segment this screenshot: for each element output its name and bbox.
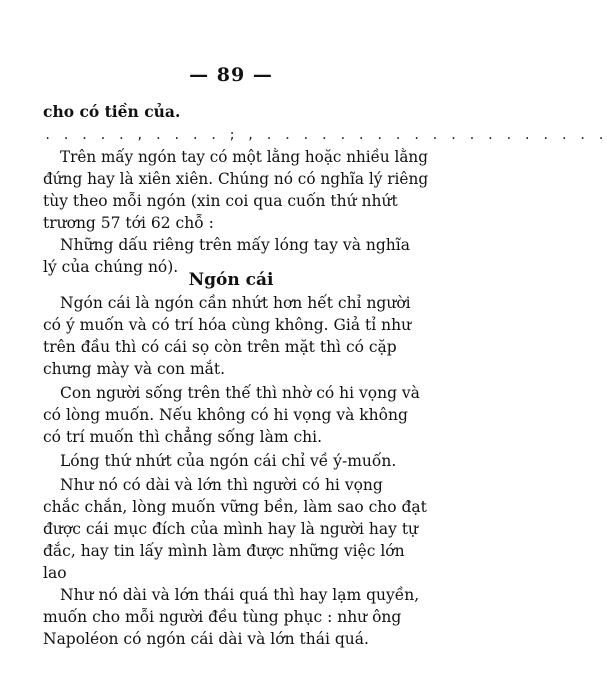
text-line: có trí muốn thì chẳng sống làm chi. xyxy=(43,428,323,446)
section-heading: Ngón cái xyxy=(188,270,274,290)
text-line: lý của chúng nó). xyxy=(43,258,179,276)
text-line: lao xyxy=(43,564,67,582)
text-line: Như nó có dài và lớn thì người có hi vọng xyxy=(60,476,383,494)
text-line: chắc chắn, lòng muốn vững bền, làm sao cho đạt xyxy=(43,498,427,516)
opening-line: cho có tiền của. xyxy=(43,102,181,121)
text-line: Trên mấy ngón tay có một lằng hoặc nhiều lằng xyxy=(60,148,428,166)
text-line: có lòng muốn. Nếu không có hi vọng và không xyxy=(43,406,408,424)
text-line: đắc, hay tin lấy mình làm được những việc lớn xyxy=(43,542,405,560)
text-line: Như nó dài và lớn thái quá thì hay lạm quyền, xyxy=(60,586,420,604)
text-line: Ngón cái là ngón cần nhứt hơn hết chỉ người xyxy=(60,294,411,312)
text-line: được cái mục đích của mình hay là người hay tự xyxy=(43,520,419,538)
separator-dots: . . . . . , . . . . ; , . . . . . . . . . . . . . . . . . . . xyxy=(44,128,607,142)
text-line: muốn cho mỗi người đều tùng phục : như ông xyxy=(43,608,402,626)
text-line: Những dấu riêng trên mấy lóng tay và nghĩa xyxy=(60,236,410,254)
text-line: Lóng thứ nhứt của ngón cái chỉ về ý-muốn. xyxy=(60,452,397,470)
text-line: chưng mày và con mắt. xyxy=(43,360,226,378)
text-line: Napoléon có ngón cái dài và lớn thái quá. xyxy=(43,630,369,648)
page-number: — 89 — xyxy=(189,64,273,86)
text-line: trên đầu thì có cái sọ còn trên mặt thì có cặp xyxy=(43,338,397,356)
text-line: Con người sống trên thế thì nhờ có hi vọng và xyxy=(60,384,420,402)
text-line: trương 57 tới 62 chỗ : xyxy=(43,214,214,232)
text-line: tùy theo mỗi ngón (xin coi qua cuốn thứ nhứt xyxy=(43,192,398,210)
text-line: đứng hay là xiên xiên. Chúng nó có nghĩa lý riêng xyxy=(43,170,429,188)
text-line: có ý muốn và có trí hóa cùng không. Giả tỉ như xyxy=(43,316,412,334)
